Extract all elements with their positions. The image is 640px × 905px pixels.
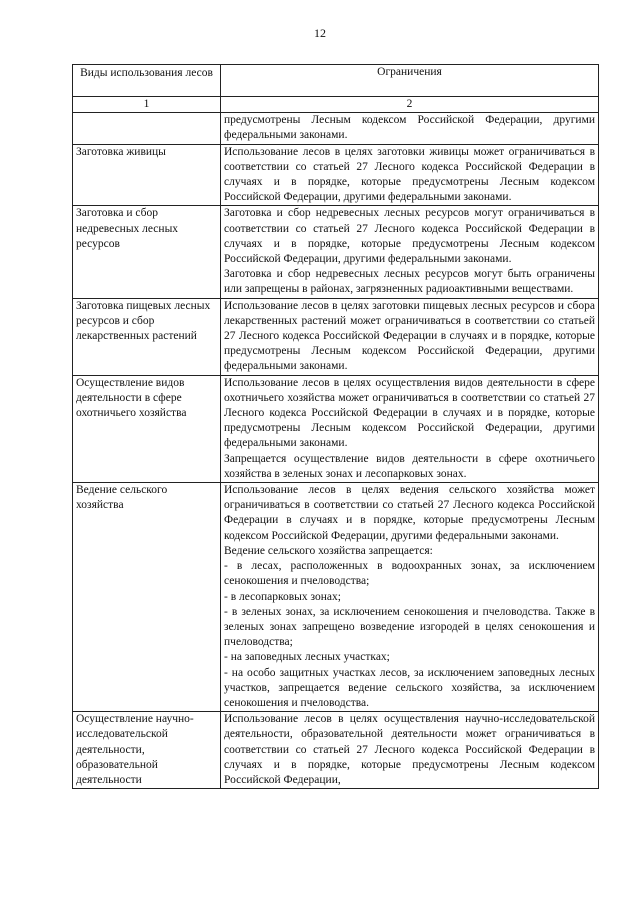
- restriction-paragraph: Ведение сельского хозяйства запрещается:: [224, 544, 433, 557]
- restrictions-table: [72, 64, 599, 789]
- restriction-paragraph: Использование лесов в целях заготовки пищевых лесных ресурсов и сбора лекарственных растений может ограничиваться в соответствии со статьей 27 Лесного кодекса Российской Федерации в случаях и в порядке, которые предусмотрены Лесным кодексом Российской Федерации, другими федеральными законами.: [224, 299, 595, 373]
- use-type-cell: Ведение сельского хозяйства: [73, 483, 221, 712]
- restrictions-cell: [221, 712, 599, 789]
- restriction-paragraph: Заготовка и сбор недревесных лесных ресурсов могут ограничиваться в соответствии со статьей 27 Лесного кодекса Российской Федерации в случаях и в порядке, которые предусмотрены Лесным кодексом Российской Федерации, другими федеральными законами.: [224, 207, 595, 266]
- restriction-paragraph: Использование лесов в целях осуществления научно-исследовательской деятельности, образовательной деятельности может ограничиваться в соответствии со статьей 27 Лесного кодекса Российской Федерации в случаях и в порядке, которые предусмотрены Лесным кодексом Российской Федерации,: [224, 713, 595, 786]
- restrictions-cell: [221, 206, 599, 298]
- table-row: [73, 375, 599, 482]
- restriction-paragraph: - в лесопарковых зонах;: [224, 590, 341, 603]
- table-row: [73, 483, 599, 712]
- restrictions-cell: [221, 375, 599, 482]
- table-row: [73, 144, 599, 206]
- restriction-paragraph: Запрещается осуществление видов деятельности в сфере охотничьего хозяйства в зеленых зонах и лесопарковых зонах.: [224, 452, 595, 480]
- column-header-restrictions: Ограничения: [221, 65, 599, 97]
- use-type-cell: Осуществление научно-исследовательской деятельности, образовательной деятельности: [73, 712, 221, 789]
- restriction-paragraph: Использование лесов в целях заготовки живицы может ограничиваться в соответствии со статьей 27 Лесного кодекса Российской Федерации в случаях и в порядке, которые предусмотрены Лесным кодексом Российской Федерации, другими федеральными законами.: [224, 145, 595, 204]
- page-number: 12: [314, 26, 326, 40]
- restriction-paragraph: Использование лесов в целях ведения сельского хозяйства может ограничиваться в соответствии со статьей 27 Лесного кодекса Российской Федерации в случаях и в порядке, которые предусмотрены Лесным кодексом Российской Федерации, другими федеральными законами.: [224, 484, 595, 542]
- restrictions-cell: [221, 113, 599, 144]
- table-header-row: [73, 65, 599, 97]
- restrictions-cell: [221, 483, 599, 712]
- table-row: [73, 712, 599, 789]
- restriction-paragraph: Заготовка и сбор недревесных лесных ресурсов могут быть ограничены или запрещены в районах, загрязненных радиоактивными веществами.: [224, 268, 595, 296]
- restrictions-cell: [221, 144, 599, 206]
- use-type-cell: Осуществление видов деятельности в сфере охотничьего хозяйства: [73, 375, 221, 482]
- restriction-paragraph: - в лесах, расположенных в водоохранных зонах, за исключением сенокошения и пчеловодства;: [224, 560, 595, 588]
- use-type-cell: [73, 113, 221, 144]
- column-number-row: [73, 97, 599, 113]
- column-number-2: 2: [221, 97, 599, 113]
- restriction-paragraph: - на особо защитных участках лесов, за исключением заповедных лесных участков, запрещается ведение сельского хозяйства, за исключением сенокошения и пчеловодства.: [224, 666, 595, 709]
- restriction-paragraph: предусмотрены Лесным кодексом Российской Федерации, другими федеральными законами.: [224, 114, 595, 142]
- table-row: [73, 298, 599, 375]
- column-number-1: 1: [73, 97, 221, 113]
- restriction-paragraph: - в зеленых зонах, за исключением сенокошения и пчеловодства. Также в зеленых зонах запрещено возведение изгородей в целях сенокошения и пчеловодства;: [224, 605, 595, 649]
- use-type-cell: Заготовка пищевых лесных ресурсов и сбор лекарственных растений: [73, 298, 221, 375]
- table-row: [73, 113, 599, 144]
- table-row: [73, 206, 599, 298]
- restriction-paragraph: Использование лесов в целях осуществления видов деятельности в сфере охотничьего хозяйства может ограничиваться в соответствии со статьей 27 Лесного кодекса Российской Федерации в случаях и в порядке, которые предусмотрены Лесным кодексом Российской Федерации, другими федеральными законами.: [224, 376, 595, 450]
- use-type-cell: Заготовка живицы: [73, 144, 221, 206]
- restrictions-cell: [221, 298, 599, 375]
- restriction-paragraph: - на заповедных лесных участках;: [224, 651, 390, 664]
- column-header-use-types: Виды использования лесов: [73, 65, 221, 97]
- use-type-cell: Заготовка и сбор недревесных лесных ресурсов: [73, 206, 221, 298]
- table-body: [73, 113, 599, 789]
